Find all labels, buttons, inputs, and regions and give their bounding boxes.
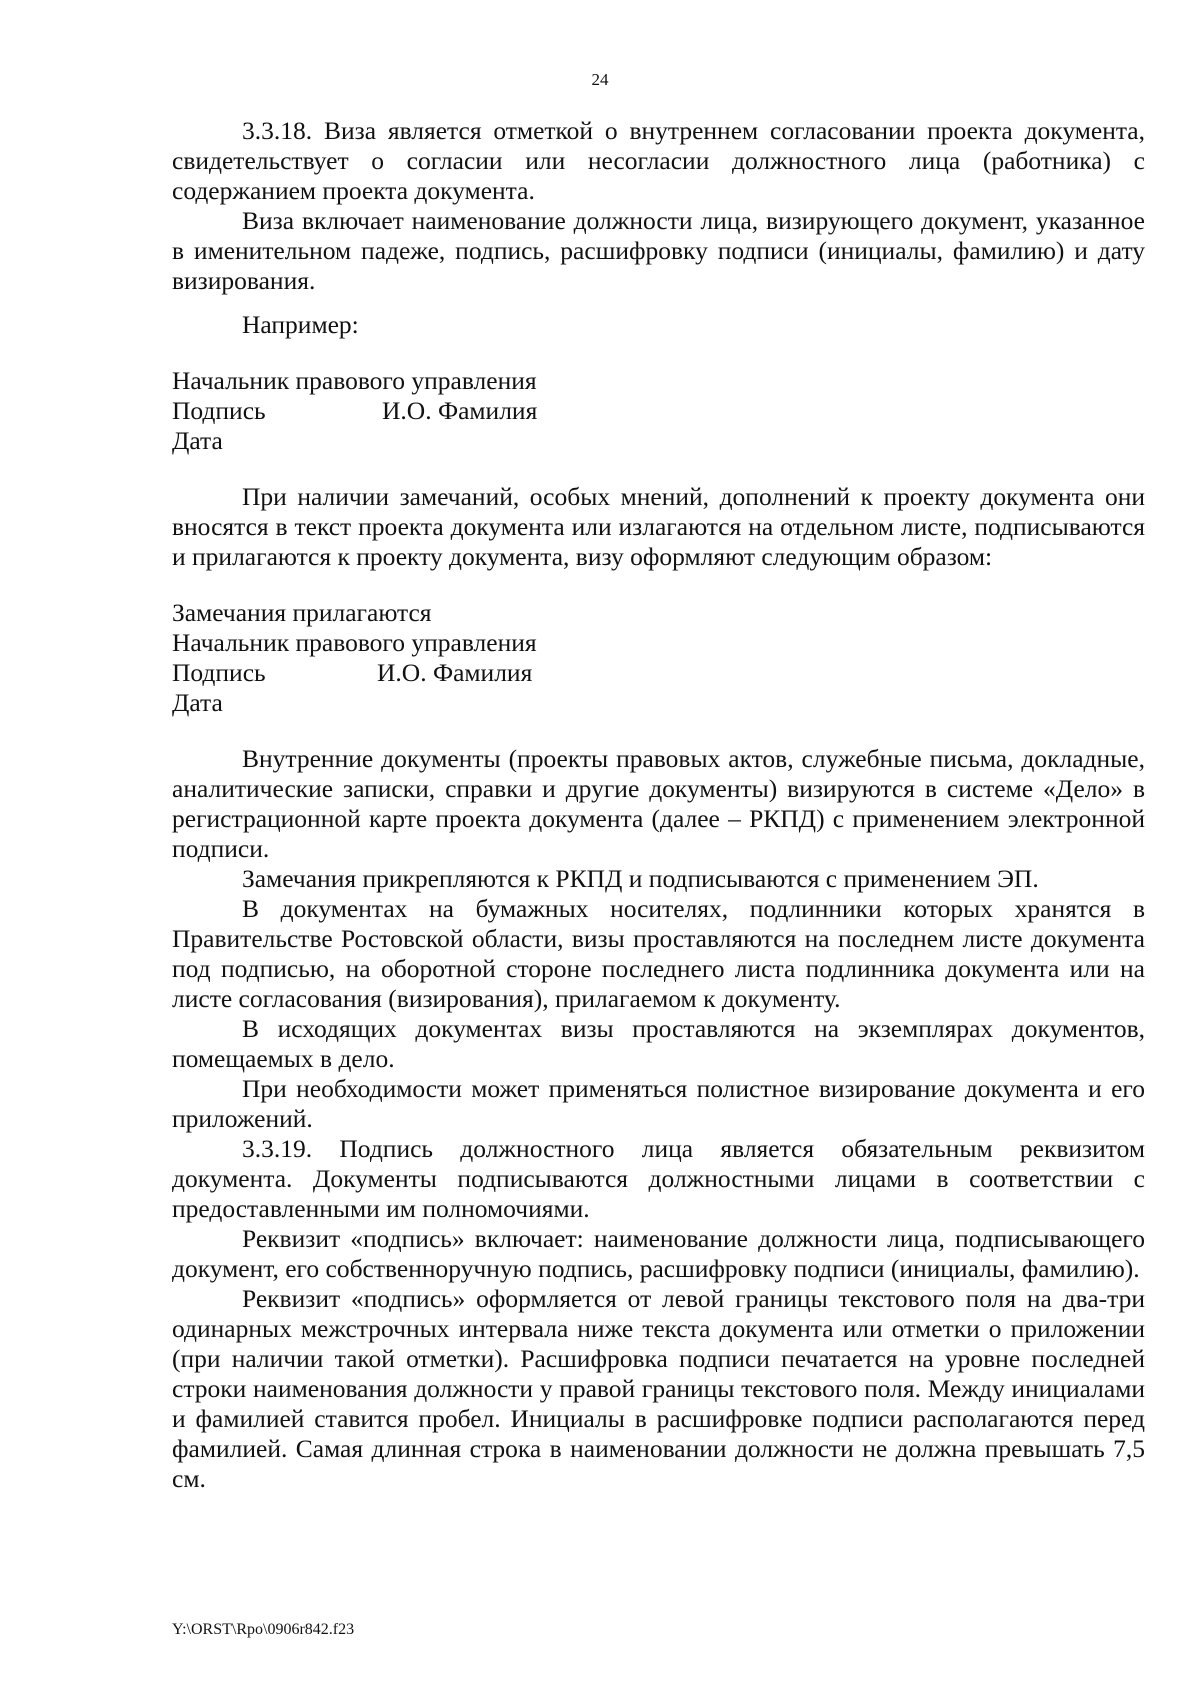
paragraph-visa-contents: Виза включает наименование должности лица, визирующего документ, указанное в именительном падеже, подпись, расшифровку подписи (инициалы, фамилию) и дату визирования.	[172, 206, 1145, 295]
visa-remarks-note: Замечания прилагаются	[172, 598, 432, 627]
page-number: 24	[591, 70, 609, 89]
paragraph-internal-documents: Внутренние документы (проекты правовых актов, служебные письма, докладные, аналитические записки, справки и другие документы) визируются в системе «Дело» в регистрационной карте проекта документа (далее – РКПД) с применением электронной подписи.	[172, 744, 1145, 863]
file-path-footer: Y:\ORST\Rpo\0906r842.f23	[172, 1621, 355, 1638]
paragraph-example-label: Например:	[242, 310, 359, 339]
visa-name: И.О. Фамилия	[382, 396, 538, 425]
paragraph-remarks: При наличии замечаний, особых мнений, дополнений к проекту документа они вносятся в текст проекта документа или излагаются на отдельном листе, подписываются и прилагаются к проекту документа, визу оформляют следующим образом:	[172, 482, 1145, 571]
visa-example-2	[172, 598, 1145, 718]
visa-signature-line	[172, 396, 1145, 426]
document-body	[172, 116, 1145, 1494]
paragraph-signature-format: Реквизит «подпись» оформляется от левой границы текстового поля на два-три одинарных межстрочных интервала ниже текста документа или отметки о приложении (при наличии такой отметки). Расшифровка подписи печатается на уровне последней строки наименования должности у правой границы текстового поля. Между инициалами и фамилией ставится пробел. Инициалы в расшифровке подписи располагаются перед фамилией. Самая длинная строка в наименовании должности не должна превышать 7,5 см.	[172, 1284, 1145, 1493]
visa-signature: Подпись	[172, 658, 266, 687]
visa-example-1	[172, 366, 1145, 456]
visa-position: Начальник правового управления	[172, 366, 537, 395]
paragraph-outgoing-documents: В исходящих документах визы проставляются на экземплярах документов, помещаемых в дело.	[172, 1014, 1145, 1073]
paragraph-page-by-page-visa: При необходимости может применяться полистное визирование документа и его приложений.	[172, 1074, 1145, 1133]
paragraph-3-3-19: 3.3.19. Подпись должностного лица является обязательным реквизитом документа. Документы подписываются должностными лицами в соответствии с предоставленными им полномочиями.	[172, 1134, 1145, 1223]
visa-signature: Подпись	[172, 396, 266, 425]
visa-date: Дата	[172, 426, 223, 455]
paragraph-signature-requisite: Реквизит «подпись» включает: наименование должности лица, подписывающего документ, его собственноручную подпись, расшифровку подписи (инициалы, фамилию).	[172, 1224, 1145, 1283]
paragraph-remarks-attach: Замечания прикрепляются к РКПД и подписываются с применением ЭП.	[242, 864, 1039, 893]
visa-date: Дата	[172, 688, 223, 717]
visa-position: Начальник правового управления	[172, 628, 537, 657]
visa-signature-line	[172, 658, 1145, 688]
paragraph-paper-documents: В документах на бумажных носителях, подлинники которых хранятся в Правительстве Ростовской области, визы проставляются на последнем листе документа под подписью, на оборотной стороне последнего листа подлинника документа или на листе согласования (визирования), прилагаемом к документу.	[172, 894, 1145, 1013]
paragraph-3-3-18: 3.3.18. Виза является отметкой о внутреннем согласовании проекта документа, свидетельствует о согласии или несогласии должностного лица (работника) с содержанием проекта документа.	[172, 116, 1145, 205]
visa-name: И.О. Фамилия	[377, 658, 533, 687]
